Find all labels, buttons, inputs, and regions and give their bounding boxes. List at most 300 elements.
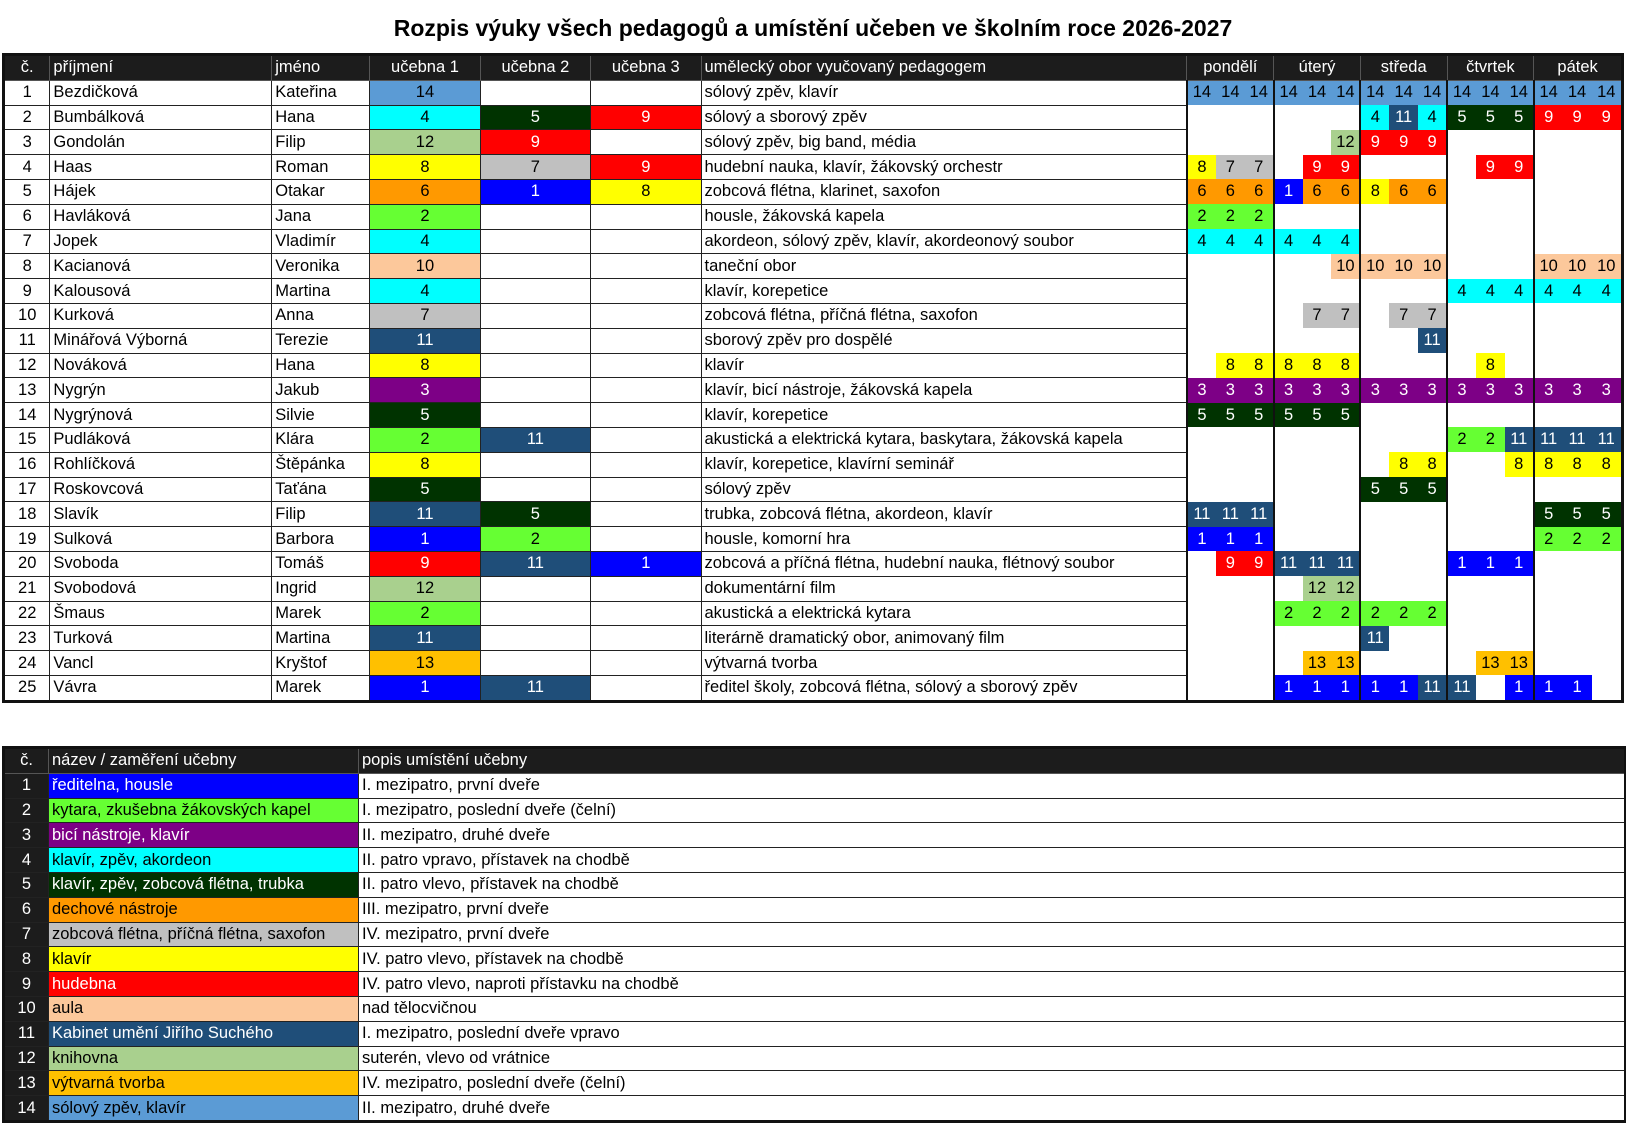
day-slot-cell: 14 [1187, 80, 1216, 105]
day-slot-cell: 12 [1303, 576, 1332, 601]
row-number: 21 [4, 576, 50, 601]
day-slot-cell: 4 [1187, 229, 1216, 254]
day-slot-cell: 9 [1245, 551, 1274, 576]
day-slot-cell: 3 [1187, 378, 1216, 403]
day-slot-cell [1592, 179, 1623, 204]
day-slot-cell [1187, 651, 1216, 676]
surname-cell: Kalousová [50, 279, 272, 304]
day-slot-cell [1245, 626, 1274, 651]
day-slot-cell: 1 [1505, 675, 1534, 701]
room-3-cell [591, 204, 701, 229]
room-2-cell: 7 [480, 155, 590, 180]
day-slot-cell: 12 [1331, 130, 1360, 155]
room-3-cell [591, 576, 701, 601]
day-slot-cell [1505, 229, 1534, 254]
day-slot-cell [1389, 328, 1418, 353]
day-slot-cell [1360, 427, 1389, 452]
day-slot-cell: 1 [1274, 675, 1303, 701]
day-slot-cell [1331, 279, 1360, 304]
day-slot-cell: 2 [1534, 527, 1563, 552]
day-slot-cell [1447, 155, 1476, 180]
day-slot-cell: 7 [1389, 303, 1418, 328]
day-slot-cell [1418, 576, 1447, 601]
day-slot-cell: 1 [1245, 527, 1274, 552]
day-slot-cell: 14 [1274, 80, 1303, 105]
room-2-cell: 5 [480, 105, 590, 130]
day-slot-cell: 9 [1360, 130, 1389, 155]
room-2-cell [480, 378, 590, 403]
surname-cell: Minářová Výborná [50, 328, 272, 353]
surname-cell: Haas [50, 155, 272, 180]
day-slot-cell: 1 [1563, 675, 1592, 701]
legend-room-number: 8 [4, 947, 49, 972]
day-slot-cell: 9 [1563, 105, 1592, 130]
legend-room-name: klavír, zpěv, zobcová flétna, trubka [49, 872, 359, 897]
row-number: 4 [4, 155, 50, 180]
subject-cell: housle, žákovská kapela [701, 204, 1187, 229]
first-name-cell: Marek [272, 675, 370, 701]
day-slot-cell: 8 [1360, 179, 1389, 204]
day-slot-cell: 14 [1505, 80, 1534, 105]
day-slot-cell: 14 [1418, 80, 1447, 105]
day-slot-cell [1216, 427, 1245, 452]
day-slot-cell: 8 [1187, 155, 1216, 180]
first-name-cell: Anna [272, 303, 370, 328]
table-row [4, 328, 1623, 353]
subject-cell: akustická a elektrická kytara [701, 601, 1187, 626]
day-slot-cell: 4 [1447, 279, 1476, 304]
day-slot-cell [1360, 452, 1389, 477]
legend-room-number: 5 [4, 872, 49, 897]
day-slot-cell [1245, 477, 1274, 502]
day-slot-cell [1245, 427, 1274, 452]
day-slot-cell [1563, 328, 1592, 353]
first-name-cell: Vladimír [272, 229, 370, 254]
legend-room-number: 14 [4, 1096, 49, 1122]
day-slot-cell [1331, 105, 1360, 130]
day-slot-cell [1534, 403, 1563, 428]
legend-room-number: 7 [4, 922, 49, 947]
room-2-cell [480, 80, 590, 105]
legend-room-name: klavír [49, 947, 359, 972]
subject-cell: klavír, korepetice [701, 403, 1187, 428]
day-slot-cell [1447, 303, 1476, 328]
room-1-cell: 4 [370, 105, 480, 130]
surname-cell: Vávra [50, 675, 272, 701]
legend-room-name: dechové nástroje [49, 897, 359, 922]
row-number: 11 [4, 328, 50, 353]
room-1-cell: 12 [370, 576, 480, 601]
subject-cell: zobcová flétna, klarinet, saxofon [701, 179, 1187, 204]
day-slot-cell [1360, 303, 1389, 328]
day-slot-cell [1447, 328, 1476, 353]
first-name-cell: Klára [272, 427, 370, 452]
legend-room-number: 11 [4, 1021, 49, 1046]
day-slot-cell: 6 [1187, 179, 1216, 204]
schedule-table [2, 53, 1624, 703]
table-row [4, 179, 1623, 204]
table-row [4, 675, 1623, 701]
day-slot-cell: 10 [1418, 254, 1447, 279]
day-slot-cell: 8 [1216, 353, 1245, 378]
day-slot-cell [1505, 527, 1534, 552]
day-slot-cell: 7 [1303, 303, 1332, 328]
day-slot-cell [1592, 328, 1623, 353]
room-2-cell: 1 [480, 179, 590, 204]
room-3-cell [591, 601, 701, 626]
day-slot-cell: 5 [1216, 403, 1245, 428]
table-row [4, 279, 1623, 304]
day-slot-cell: 3 [1303, 378, 1332, 403]
room-2-cell: 5 [480, 502, 590, 527]
day-slot-cell [1360, 502, 1389, 527]
day-slot-cell: 11 [1447, 675, 1476, 701]
surname-cell: Kacianová [50, 254, 272, 279]
room-2-cell [480, 328, 590, 353]
day-slot-cell: 14 [1303, 80, 1332, 105]
day-slot-cell: 11 [1592, 427, 1623, 452]
subject-cell: akustická a elektrická kytara, baskytara, žákovská kapela [701, 427, 1187, 452]
day-slot-cell: 11 [1563, 427, 1592, 452]
first-name-cell: Kateřina [272, 80, 370, 105]
room-1-cell: 3 [370, 378, 480, 403]
day-slot-cell: 9 [1303, 155, 1332, 180]
day-slot-cell: 3 [1418, 378, 1447, 403]
day-slot-cell [1447, 254, 1476, 279]
day-slot-cell [1476, 328, 1505, 353]
day-slot-cell [1592, 130, 1623, 155]
day-slot-cell: 1 [1360, 675, 1389, 701]
day-slot-cell [1447, 204, 1476, 229]
table-row [4, 229, 1623, 254]
subject-cell: hudební nauka, klavír, žákovský orchestr [701, 155, 1187, 180]
table-row [4, 378, 1623, 403]
day-slot-cell: 5 [1187, 403, 1216, 428]
day-slot-cell: 8 [1505, 452, 1534, 477]
row-number: 23 [4, 626, 50, 651]
surname-cell: Rohlíčková [50, 452, 272, 477]
day-slot-cell: 2 [1476, 427, 1505, 452]
day-slot-cell: 10 [1534, 254, 1563, 279]
day-slot-cell [1592, 353, 1623, 378]
surname-cell: Turková [50, 626, 272, 651]
day-slot-cell [1389, 403, 1418, 428]
day-slot-cell [1592, 576, 1623, 601]
col-header-monday: pondělí [1187, 55, 1274, 81]
legend-room-location: II. patro vlevo, přístavek na chodbě [359, 872, 1626, 897]
subject-cell: dokumentární film [701, 576, 1187, 601]
row-number: 19 [4, 527, 50, 552]
day-slot-cell [1534, 477, 1563, 502]
subject-cell: sólový zpěv [701, 477, 1187, 502]
day-slot-cell [1360, 651, 1389, 676]
first-name-cell: Jana [272, 204, 370, 229]
day-slot-cell [1216, 105, 1245, 130]
day-slot-cell: 14 [1447, 80, 1476, 105]
day-slot-cell [1216, 452, 1245, 477]
day-slot-cell: 4 [1505, 279, 1534, 304]
day-slot-cell [1418, 626, 1447, 651]
day-slot-cell: 11 [1534, 427, 1563, 452]
day-slot-cell: 13 [1331, 651, 1360, 676]
room-3-cell: 8 [591, 179, 701, 204]
subject-cell: sólový a sborový zpěv [701, 105, 1187, 130]
day-slot-cell [1216, 303, 1245, 328]
day-slot-cell [1418, 502, 1447, 527]
legend-row [4, 922, 1626, 947]
day-slot-cell [1447, 452, 1476, 477]
surname-cell: Vancl [50, 651, 272, 676]
day-slot-cell [1303, 527, 1332, 552]
day-slot-cell [1274, 626, 1303, 651]
room-1-cell: 7 [370, 303, 480, 328]
first-name-cell: Filip [272, 502, 370, 527]
day-slot-cell: 14 [1331, 80, 1360, 105]
legend-row [4, 1096, 1626, 1122]
day-slot-cell [1303, 254, 1332, 279]
day-slot-cell [1534, 328, 1563, 353]
room-1-cell: 4 [370, 279, 480, 304]
room-1-cell: 13 [370, 651, 480, 676]
legend-room-name: zobcová flétna, příčná flétna, saxofon [49, 922, 359, 947]
room-3-cell [591, 303, 701, 328]
day-slot-cell [1331, 427, 1360, 452]
room-1-cell: 10 [370, 254, 480, 279]
legend-row [4, 947, 1626, 972]
row-number: 17 [4, 477, 50, 502]
col-header-room-1: učebna 1 [370, 55, 480, 81]
day-slot-cell [1534, 229, 1563, 254]
row-number: 8 [4, 254, 50, 279]
legend-body [4, 773, 1626, 1121]
day-slot-cell [1360, 551, 1389, 576]
day-slot-cell [1592, 551, 1623, 576]
day-slot-cell: 3 [1447, 378, 1476, 403]
day-slot-cell: 9 [1418, 130, 1447, 155]
legend-room-name: klavír, zpěv, akordeon [49, 848, 359, 873]
day-slot-cell: 14 [1389, 80, 1418, 105]
day-slot-cell: 4 [1274, 229, 1303, 254]
day-slot-cell: 10 [1389, 254, 1418, 279]
day-slot-cell [1216, 477, 1245, 502]
day-slot-cell: 5 [1360, 477, 1389, 502]
day-slot-cell [1447, 229, 1476, 254]
schedule-body [4, 80, 1623, 701]
day-slot-cell: 2 [1563, 527, 1592, 552]
day-slot-cell [1505, 502, 1534, 527]
day-slot-cell: 7 [1216, 155, 1245, 180]
day-slot-cell: 3 [1534, 378, 1563, 403]
day-slot-cell: 6 [1331, 179, 1360, 204]
first-name-cell: Martina [272, 626, 370, 651]
legend-row [4, 1021, 1626, 1046]
room-1-cell: 6 [370, 179, 480, 204]
day-slot-cell: 14 [1476, 80, 1505, 105]
legend-room-location: II. mezipatro, druhé dveře [359, 1096, 1626, 1122]
day-slot-cell [1563, 229, 1592, 254]
first-name-cell: Hana [272, 353, 370, 378]
day-slot-cell [1187, 328, 1216, 353]
day-slot-cell [1418, 427, 1447, 452]
day-slot-cell [1476, 576, 1505, 601]
day-slot-cell [1360, 229, 1389, 254]
day-slot-cell [1245, 254, 1274, 279]
surname-cell: Jopek [50, 229, 272, 254]
day-slot-cell [1245, 601, 1274, 626]
day-slot-cell [1216, 626, 1245, 651]
day-slot-cell [1389, 626, 1418, 651]
day-slot-cell [1418, 279, 1447, 304]
room-2-cell [480, 229, 590, 254]
first-name-cell: Terezie [272, 328, 370, 353]
day-slot-cell [1389, 427, 1418, 452]
day-slot-cell [1274, 279, 1303, 304]
day-slot-cell [1476, 254, 1505, 279]
day-slot-cell [1592, 477, 1623, 502]
table-row [4, 353, 1623, 378]
day-slot-cell [1187, 601, 1216, 626]
day-slot-cell [1534, 353, 1563, 378]
day-slot-cell [1476, 675, 1505, 701]
day-slot-cell: 5 [1534, 502, 1563, 527]
legend-header-location: popis umístění učebny [359, 748, 1626, 774]
day-slot-cell [1505, 130, 1534, 155]
legend-room-location: I. mezipatro, poslední dveře vpravo [359, 1021, 1626, 1046]
day-slot-cell [1216, 279, 1245, 304]
day-slot-cell [1274, 452, 1303, 477]
first-name-cell: Martina [272, 279, 370, 304]
legend-room-name: aula [49, 996, 359, 1021]
day-slot-cell [1303, 626, 1332, 651]
room-1-cell: 9 [370, 551, 480, 576]
day-slot-cell: 5 [1274, 403, 1303, 428]
day-slot-cell [1331, 452, 1360, 477]
day-slot-cell [1303, 279, 1332, 304]
day-slot-cell: 8 [1331, 353, 1360, 378]
table-row [4, 427, 1623, 452]
room-1-cell: 1 [370, 527, 480, 552]
surname-cell: Svoboda [50, 551, 272, 576]
day-slot-cell: 4 [1592, 279, 1623, 304]
subject-cell: ředitel školy, zobcová flétna, sólový a sborový zpěv [701, 675, 1187, 701]
surname-cell: Roskovcová [50, 477, 272, 502]
day-slot-cell [1216, 675, 1245, 701]
day-slot-cell: 1 [1389, 675, 1418, 701]
legend-room-location: I. mezipatro, poslední dveře (čelní) [359, 798, 1626, 823]
table-row [4, 105, 1623, 130]
day-slot-cell: 9 [1331, 155, 1360, 180]
subject-cell: sólový zpěv, klavír [701, 80, 1187, 105]
row-number: 15 [4, 427, 50, 452]
row-number: 2 [4, 105, 50, 130]
room-2-cell [480, 651, 590, 676]
day-slot-cell: 13 [1476, 651, 1505, 676]
room-1-cell: 2 [370, 204, 480, 229]
room-2-cell [480, 303, 590, 328]
col-header-room-2: učebna 2 [480, 55, 590, 81]
table-row [4, 403, 1623, 428]
room-2-cell [480, 403, 590, 428]
day-slot-cell [1274, 155, 1303, 180]
day-slot-cell [1505, 254, 1534, 279]
row-number: 10 [4, 303, 50, 328]
day-slot-cell [1274, 303, 1303, 328]
day-slot-cell [1389, 155, 1418, 180]
subject-cell: trubka, zobcová flétna, akordeon, klavír [701, 502, 1187, 527]
day-slot-cell [1476, 179, 1505, 204]
day-slot-cell [1245, 675, 1274, 701]
day-slot-cell: 2 [1245, 204, 1274, 229]
col-header-name: jméno [272, 55, 370, 81]
room-3-cell [591, 403, 701, 428]
room-1-cell: 11 [370, 502, 480, 527]
day-slot-cell [1187, 675, 1216, 701]
row-number: 12 [4, 353, 50, 378]
day-slot-cell [1563, 626, 1592, 651]
day-slot-cell [1245, 130, 1274, 155]
day-slot-cell [1389, 502, 1418, 527]
day-slot-cell: 9 [1592, 105, 1623, 130]
first-name-cell: Otakar [272, 179, 370, 204]
room-3-cell [591, 328, 701, 353]
legend-row [4, 1046, 1626, 1071]
day-slot-cell [1592, 155, 1623, 180]
day-slot-cell [1447, 130, 1476, 155]
day-slot-cell [1187, 626, 1216, 651]
day-slot-cell [1187, 427, 1216, 452]
day-slot-cell [1447, 477, 1476, 502]
row-number: 20 [4, 551, 50, 576]
day-slot-cell [1303, 502, 1332, 527]
day-slot-cell [1331, 328, 1360, 353]
day-slot-cell: 5 [1245, 403, 1274, 428]
legend-room-name: sólový zpěv, klavír [49, 1096, 359, 1122]
legend-room-name: výtvarná tvorba [49, 1071, 359, 1096]
day-slot-cell [1187, 130, 1216, 155]
day-slot-cell [1187, 254, 1216, 279]
day-slot-cell [1274, 427, 1303, 452]
day-slot-cell [1505, 179, 1534, 204]
room-2-cell [480, 477, 590, 502]
first-name-cell: Roman [272, 155, 370, 180]
day-slot-cell [1360, 576, 1389, 601]
first-name-cell: Tomáš [272, 551, 370, 576]
subject-cell: zobcová flétna, příčná flétna, saxofon [701, 303, 1187, 328]
room-1-cell: 4 [370, 229, 480, 254]
legend-room-number: 9 [4, 972, 49, 997]
room-3-cell: 1 [591, 551, 701, 576]
room-2-cell [480, 254, 590, 279]
day-slot-cell: 3 [1245, 378, 1274, 403]
day-slot-cell: 4 [1331, 229, 1360, 254]
legend-room-location: IV. patro vlevo, naproti přístavku na chodbě [359, 972, 1626, 997]
day-slot-cell: 11 [1331, 551, 1360, 576]
day-slot-cell: 1 [1187, 527, 1216, 552]
day-slot-cell [1563, 204, 1592, 229]
day-slot-cell: 2 [1592, 527, 1623, 552]
row-number: 22 [4, 601, 50, 626]
subject-cell: housle, komorní hra [701, 527, 1187, 552]
table-row [4, 626, 1623, 651]
legend-room-number: 12 [4, 1046, 49, 1071]
day-slot-cell [1592, 626, 1623, 651]
day-slot-cell: 2 [1331, 601, 1360, 626]
day-slot-cell [1360, 155, 1389, 180]
legend-room-number: 1 [4, 773, 49, 798]
day-slot-cell: 14 [1245, 80, 1274, 105]
day-slot-cell: 6 [1245, 179, 1274, 204]
day-slot-cell [1476, 130, 1505, 155]
